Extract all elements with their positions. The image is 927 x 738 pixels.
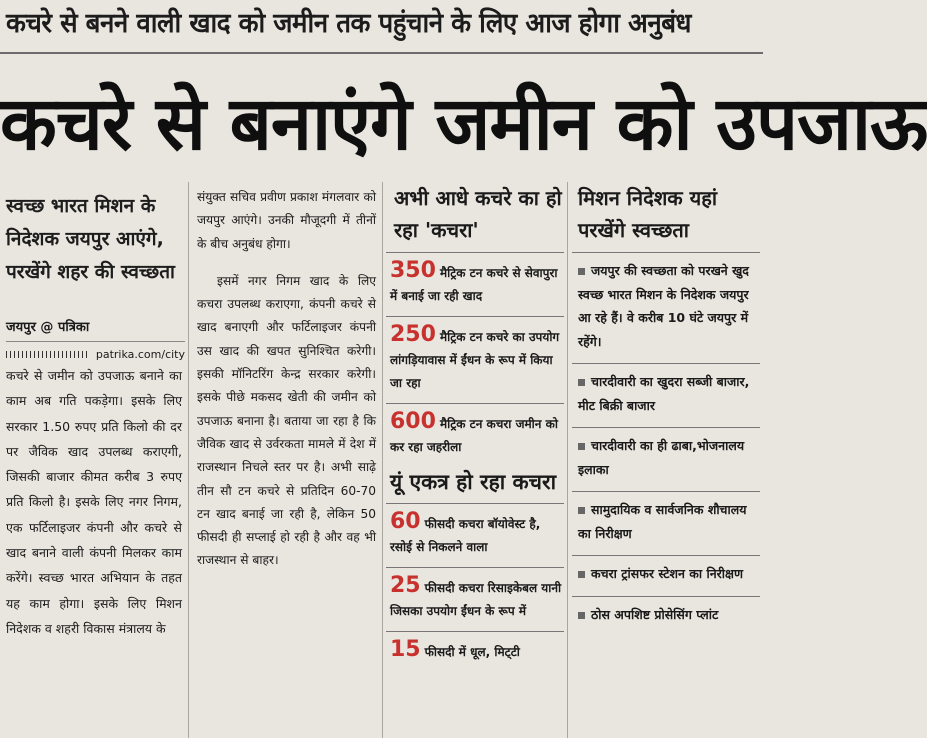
fact-item bbox=[386, 410, 564, 459]
divider bbox=[572, 555, 760, 556]
fact-text: मैट्रिक टन कचरे का उपयोग लांगड़ियावास में ईंधन के रूप में किया जा रहा bbox=[390, 330, 560, 390]
fact-number: 250 bbox=[390, 322, 436, 347]
fact-item bbox=[386, 323, 564, 395]
bullet-item bbox=[578, 498, 760, 545]
barcode-decoration bbox=[6, 351, 90, 358]
divider bbox=[386, 567, 564, 568]
dateline-rule bbox=[6, 341, 185, 342]
dateline-text: जयपुर @ पत्रिका bbox=[6, 320, 90, 335]
bullet-item bbox=[578, 434, 760, 481]
fact-text: मैट्रिक टन कचरा जमीन को कर रहा जहरीला bbox=[390, 417, 558, 454]
fact-item bbox=[386, 574, 564, 623]
divider bbox=[572, 491, 760, 492]
column-1 bbox=[2, 182, 185, 641]
factbox-subheading: यूं एकत्र हो रहा कचरा bbox=[390, 470, 557, 494]
divider bbox=[386, 631, 564, 632]
bullet-square-icon bbox=[578, 379, 585, 386]
divider bbox=[386, 403, 564, 404]
bullet-square-icon bbox=[578, 268, 585, 275]
column-divider bbox=[382, 182, 383, 738]
bullet-text: कचरा ट्रांसफर स्टेशन का निरीक्षण bbox=[591, 566, 743, 581]
fact-item bbox=[386, 259, 564, 308]
fact-number: 60 bbox=[390, 509, 421, 534]
bullet-text: सामुदायिक व सार्वजनिक शौचालय का निरीक्षण bbox=[578, 502, 747, 541]
column-divider bbox=[188, 182, 189, 738]
column-3-factbox bbox=[386, 182, 564, 672]
fact-text: मैट्रिक टन कचरे से सेवापुरा में बनाई जा रही खाद bbox=[390, 266, 558, 303]
source-link[interactable]: patrika.com/city bbox=[95, 348, 185, 361]
divider bbox=[572, 363, 760, 364]
fact-number: 25 bbox=[390, 573, 421, 598]
dateline bbox=[6, 317, 185, 342]
bullet-square-icon bbox=[578, 443, 585, 450]
main-headline: कचरे से बनाएंगे जमीन को उपजाऊ bbox=[0, 81, 927, 167]
fact-number: 600 bbox=[390, 409, 436, 434]
fact-text: फीसदी में धूल, मिट्‌टी bbox=[424, 645, 520, 659]
factbox-heading: अभी आधे कचरे का हो रहा 'कचरा' bbox=[394, 186, 562, 242]
article-paragraph: संयुक्त सचिव प्रवीण प्रकाश मंगलवार को जयपुर आएंगे। उनकी मौजूदगी में तीनों के बीच अनुबंध होगा। bbox=[197, 190, 376, 251]
article-paragraph: इसमें नगर निगम खाद के लिए कचरा उपलब्ध कराएगा, कंपनी कचरे से खाद बनाएगी और फर्टिलाइजर कंपनी उस खाद की खपत सुनिश्चित करेगी। इसकी मॉनिटरिंग केन्द्र सरकार करेगी। इसके पीछे मकसद खेती की जमीन को उपजाऊ बनाना है। बताया जा रहा है कि जैविक खाद से उर्वरकता मामले में देश में राजस्थान निचले स्तर पर है। अभी साढ़े तीन सौ टन कचरे से प्रतिदिन 60-70 टन खाद बनाई जा रही है, लेकिन 50 फीसदी ही सप्लाई हो रही है और वह भी राजस्थान से बाहर। bbox=[197, 273, 376, 568]
bullet-item bbox=[578, 259, 760, 353]
bullet-item bbox=[578, 562, 760, 586]
column-4-sidebar bbox=[572, 182, 760, 636]
divider bbox=[572, 596, 760, 597]
fact-text: फीसदी कचरा रिसाइकेबल यानी जिसका उपयोग ईंधन के रूप में bbox=[390, 581, 562, 618]
bullet-square-icon bbox=[578, 507, 585, 514]
top-rule bbox=[0, 52, 763, 54]
sidebar-heading: मिशन निदेशक यहां परखेंगे स्वच्छता bbox=[578, 186, 718, 242]
kicker-headline: कचरे से बनने वाली खाद को जमीन तक पहुंचाने के लिए आज होगा अनुबंध bbox=[6, 8, 692, 39]
fact-item bbox=[386, 638, 564, 664]
bullet-text: ठोस अपशिष्ट प्रोसेसिंग प्लांट bbox=[591, 606, 719, 622]
deck-text: स्वच्छ भारत मिशन के निदेशक जयपुर आएंगे, परखेंगे शहर की स्वच्छता bbox=[6, 195, 175, 283]
divider bbox=[572, 252, 760, 253]
divider bbox=[386, 503, 564, 504]
column-2 bbox=[193, 182, 379, 573]
bullet-square-icon bbox=[578, 571, 585, 578]
article-body: कचरे से जमीन को उपजाऊ बनाने का काम अब गति पकड़ेगा। इसके लिए सरकार 1.50 रुपए प्रति किलो की दर पर जैविक खाद उपलब्ध कराएगी, जिसकी बाजार कीमत करीब 3 रुपए प्रति किलो है। इसके लिए नगर निगम, एक फर्टिलाइजर कंपनी और कचरे से खाद बनाने वाली कंपनी मिलकर काम करेंगे। स्वच्छ भारत अभियान के तहत यह काम होगा। इसके लिए मिशन निदेशक व शहरी विकास मंत्रालय के bbox=[6, 368, 182, 636]
fact-text: फीसदी कचरा बॉयोवेस्ट है, रसोई से निकलने वाला bbox=[390, 517, 541, 554]
bullet-text: चारदीवारी का खुदरा सब्जी बाजार, मीट बिक्री बाजार bbox=[578, 374, 750, 413]
bullet-item bbox=[578, 370, 760, 417]
bullet-text: जयपुर की स्वच्छता को परखने खुद स्वच्छ भारत मिशन के निदेशक जयपुर आ रहे हैं। वे करीब 10 घंटे जयपुर में रहेंगे। bbox=[578, 263, 749, 349]
source-row bbox=[6, 348, 185, 361]
divider bbox=[386, 316, 564, 317]
fact-item bbox=[386, 510, 564, 559]
divider bbox=[386, 252, 564, 253]
fact-number: 350 bbox=[390, 258, 436, 283]
bullet-text: चारदीवारी का ही ढाबा,भोजनालय इलाका bbox=[578, 438, 745, 477]
column-divider bbox=[567, 182, 568, 738]
divider bbox=[572, 427, 760, 428]
fact-number: 15 bbox=[390, 637, 421, 662]
bullet-item bbox=[578, 603, 760, 627]
bullet-square-icon bbox=[578, 612, 585, 619]
